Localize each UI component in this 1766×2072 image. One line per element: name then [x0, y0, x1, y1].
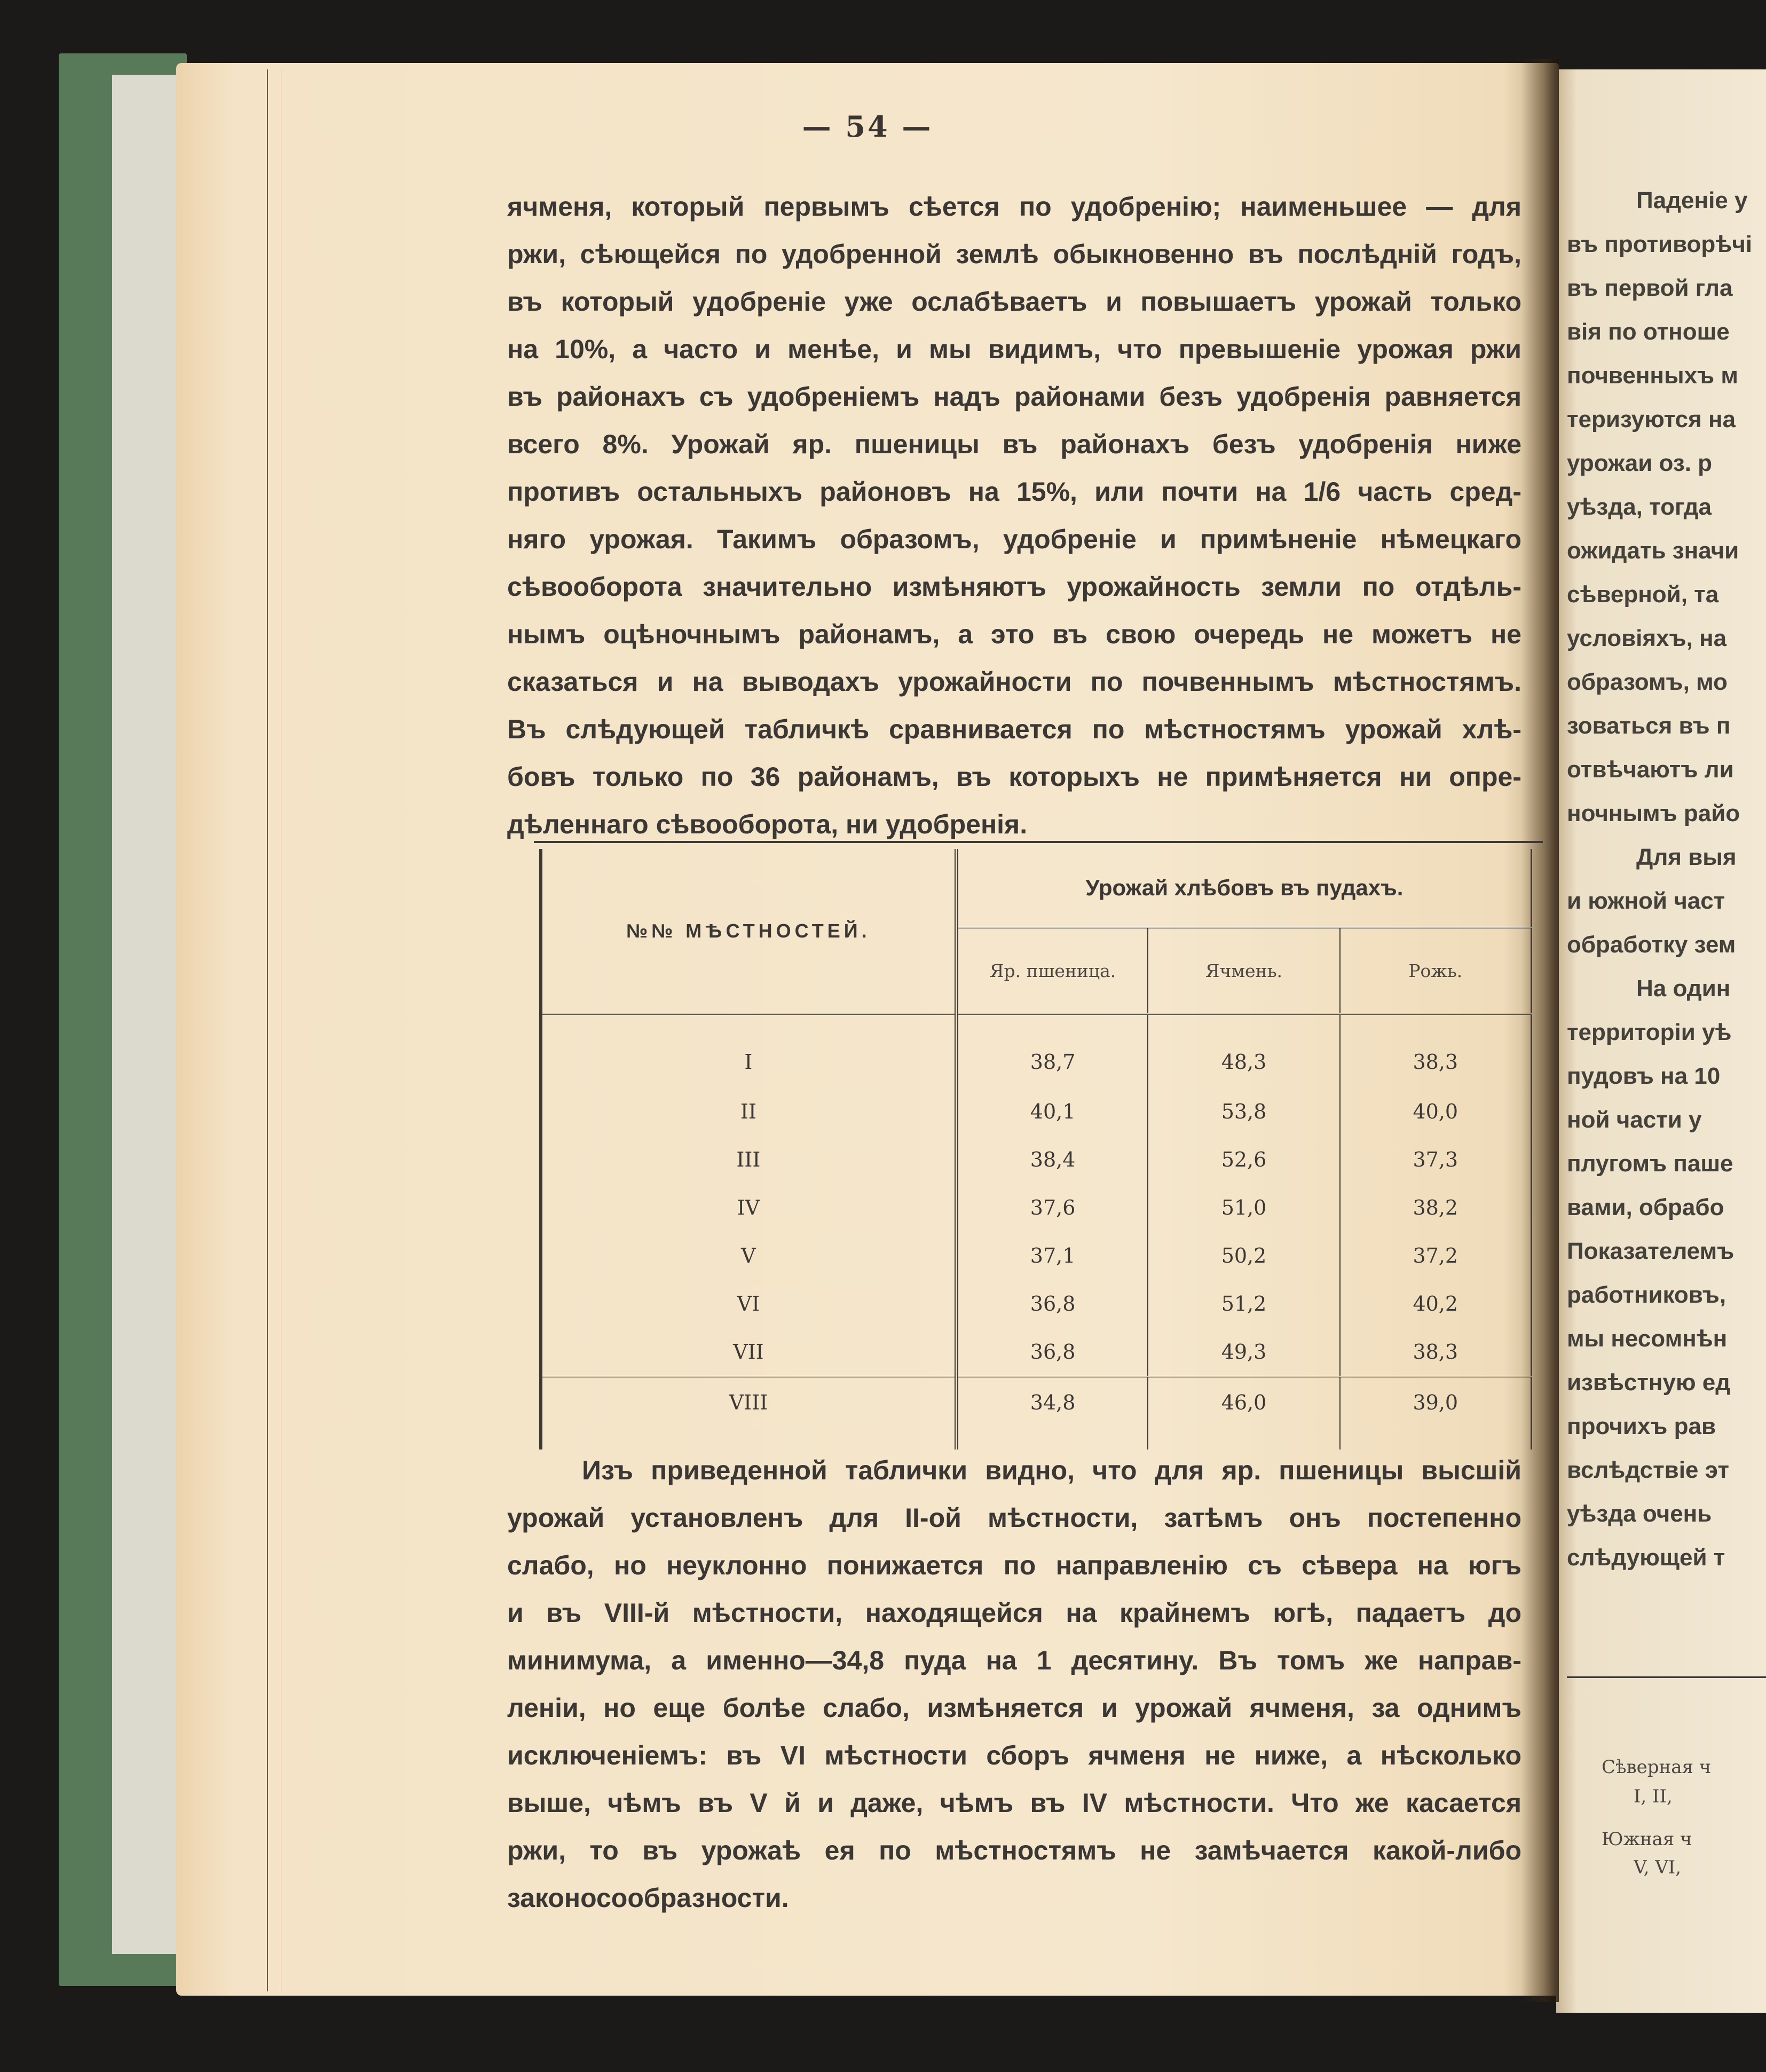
text-line: нымъ оцѣночнымъ районамъ, а это въ свою очередь не можетъ не: [507, 619, 1521, 649]
table-row: [541, 1280, 1532, 1328]
right-text-line: образомъ, мо: [1567, 669, 1728, 695]
right-text-line: слѣдующей т: [1567, 1545, 1725, 1571]
right-text-line: въ противорѣчі: [1567, 231, 1752, 257]
rye-cell: 37,2: [1340, 1232, 1532, 1280]
right-text-line: сѣверной, та: [1567, 581, 1719, 608]
right-text-line: пудовъ на 10: [1567, 1063, 1721, 1089]
text-line: выше, чѣмъ въ V й и даже, чѣмъ въ IV мѣстности. Что же касается: [507, 1788, 1521, 1818]
right-text-line: Для выя: [1636, 844, 1737, 870]
right-text-line: вами, обрабо: [1567, 1194, 1724, 1220]
table-row: [541, 1136, 1532, 1184]
paragraph-bottom: [507, 1447, 1521, 1922]
table-row: [541, 1184, 1532, 1232]
paragraph-top: [507, 183, 1521, 848]
barley-cell: 51,2: [1148, 1280, 1339, 1328]
page-number: — 54 —: [802, 109, 933, 144]
right-page-text: [1567, 179, 1766, 1580]
right-text-line: почвенныхъ м: [1567, 363, 1738, 389]
right-text-line: вія по отноше: [1567, 319, 1730, 345]
wheat-cell: 38,4: [956, 1136, 1148, 1184]
right-text-line: и южной част: [1567, 888, 1725, 914]
col-header-locality: №№ МѢСТНОСТЕЙ.: [541, 849, 956, 1014]
right-text-line: отвѣчаютъ ли: [1567, 757, 1734, 783]
right-text-line: уѣзда очень: [1567, 1501, 1712, 1527]
text-line: Изъ приведенной таблички видно, что для яр. пшеницы высшій: [582, 1455, 1521, 1485]
right-text-line: Показателемъ: [1567, 1238, 1735, 1264]
header-area: [176, 0, 1559, 214]
wheat-cell: 37,1: [956, 1232, 1148, 1280]
right-text-line: работниковъ,: [1567, 1282, 1726, 1308]
right-text-line: обработку зем: [1567, 932, 1736, 958]
wheat-cell: 36,8: [956, 1280, 1148, 1328]
locality-cell: IV: [541, 1184, 956, 1232]
barley-cell: 46,0: [1148, 1376, 1339, 1449]
barley-cell: 53,8: [1148, 1088, 1339, 1136]
right-text-line: урожаи оз. р: [1567, 450, 1713, 476]
right-table-row1-label: Сѣверная ч: [1602, 1756, 1712, 1778]
wheat-cell: 34,8: [956, 1376, 1148, 1449]
text-line: сѣвооборота значительно измѣняютъ урожайность земли по отдѣль-: [507, 572, 1521, 602]
text-line: дѣленнаго сѣвооборота, ни удобренія.: [507, 809, 1028, 839]
right-text-line: зоваться въ п: [1567, 713, 1731, 739]
rye-cell: 38,3: [1340, 1328, 1532, 1377]
table-row: [541, 1014, 1532, 1087]
col-header-barley: Ячмень.: [1148, 928, 1339, 1014]
right-text-line: территоріи уѣ: [1567, 1019, 1732, 1045]
table-row: [541, 1328, 1532, 1377]
barley-cell: 49,3: [1148, 1328, 1339, 1377]
text-line: няго урожая. Такимъ образомъ, удобреніе и примѣненіе нѣмецкаго: [507, 524, 1521, 554]
right-table-row2-loc: V, VI,: [1634, 1857, 1682, 1878]
rye-cell: 37,3: [1340, 1136, 1532, 1184]
wheat-cell: 38,7: [956, 1014, 1148, 1087]
locality-cell: I: [541, 1014, 956, 1087]
text-line: сказаться и на выводахъ урожайности по почвеннымъ мѣстностямъ.: [507, 667, 1521, 697]
right-page-rule: [1567, 1676, 1766, 1678]
col-header-group: Урожай хлѣбовъ въ пудахъ.: [956, 849, 1531, 928]
right-text-line: уѣзда, тогда: [1567, 494, 1712, 520]
text-line: въ районахъ съ удобреніемъ надъ районами безъ удобренія равняется: [507, 382, 1521, 412]
barley-cell: 52,6: [1148, 1136, 1339, 1184]
table-row: [541, 1088, 1532, 1136]
wheat-cell: 40,1: [956, 1088, 1148, 1136]
text-line: Въ слѣдующей табличкѣ сравнивается по мѣстностямъ урожай хлѣ-: [507, 714, 1521, 744]
right-table-row1-loc: I, II,: [1634, 1786, 1673, 1807]
locality-cell: VI: [541, 1280, 956, 1328]
text-line: въ который удобреніе уже ослабѣваетъ и повышаетъ урожай только: [507, 287, 1521, 317]
wheat-cell: 36,8: [956, 1328, 1148, 1377]
text-line: всего 8%. Урожай яр. пшеницы въ районахъ безъ удобренія ниже: [507, 429, 1521, 459]
barley-cell: 48,3: [1148, 1014, 1339, 1087]
text-line: урожай установленъ для II-ой мѣстности, затѣмъ онъ постепенно: [507, 1503, 1521, 1533]
table-body: [541, 1014, 1532, 1449]
rye-cell: 40,2: [1340, 1280, 1532, 1328]
right-text-line: условіяхъ, на: [1567, 625, 1727, 651]
yield-table: [539, 849, 1532, 1449]
text-line: ржи, то въ урожаѣ ея по мѣстностямъ не замѣчается какой-либо: [507, 1835, 1521, 1865]
barley-cell: 51,0: [1148, 1184, 1339, 1232]
page-edges: [267, 69, 281, 1991]
rye-cell: 39,0: [1340, 1376, 1532, 1449]
locality-cell: V: [541, 1232, 956, 1280]
table-row: [541, 1376, 1532, 1449]
text-line: противъ остальныхъ районовъ на 15%, или почти на 1/6 часть сред-: [507, 477, 1521, 507]
text-line: на 10%, а часто и менѣе, и мы видимъ, что превышеніе урожая ржи: [507, 334, 1521, 364]
rye-cell: 38,3: [1340, 1014, 1532, 1087]
locality-cell: II: [541, 1088, 956, 1136]
text-line: и въ VIII-й мѣстности, находящейся на крайнемъ югѣ, падаетъ до: [507, 1598, 1521, 1628]
rye-cell: 40,0: [1340, 1088, 1532, 1136]
rye-cell: 38,2: [1340, 1184, 1532, 1232]
right-text-line: ночнымъ райо: [1567, 800, 1740, 826]
right-text-line: вслѣдствіе эт: [1567, 1457, 1729, 1483]
text-line: исключеніемъ: въ VI мѣстности сборъ ячменя не ниже, а нѣсколько: [507, 1740, 1521, 1770]
table-row: [541, 1232, 1532, 1280]
text-line: минимума, а именно—34,8 пуда на 1 десятину. Въ томъ же направ-: [507, 1645, 1521, 1675]
right-text-line: прочихъ рав: [1567, 1413, 1716, 1439]
locality-cell: III: [541, 1136, 956, 1184]
right-text-line: На один: [1636, 975, 1731, 1002]
right-text-line: плугомъ паше: [1567, 1151, 1733, 1177]
right-text-line: въ первой гла: [1567, 275, 1733, 301]
right-text-line: теризуются на: [1567, 406, 1736, 432]
right-text-line: ной части у: [1567, 1107, 1702, 1133]
col-header-rye: Рожь.: [1340, 928, 1532, 1014]
locality-cell: VII: [541, 1328, 956, 1377]
text-line: бовъ только по 36 районамъ, въ которыхъ не примѣняется ни опре-: [507, 762, 1521, 792]
text-line: леніи, но еще болѣе слабо, измѣняется и урожай ячменя, за однимъ: [507, 1693, 1521, 1723]
right-text-line: извѣстную ед: [1567, 1369, 1731, 1396]
table-top-rule: [534, 841, 1543, 843]
right-text-line: Паденіе у: [1636, 187, 1748, 214]
locality-cell: VIII: [541, 1376, 956, 1449]
col-header-wheat: Яр. пшеница.: [956, 928, 1148, 1014]
text-line: законосообразности.: [507, 1883, 789, 1913]
text-line: слабо, но неуклонно понижается по направленію съ сѣвера на югъ: [507, 1550, 1521, 1580]
right-table-row2-label: Южная ч: [1602, 1829, 1692, 1850]
text-line: ржи, сѣющейся по удобренной землѣ обыкновенно въ послѣдній годъ,: [507, 239, 1521, 269]
right-text-line: мы несомнѣн: [1567, 1326, 1728, 1352]
barley-cell: 50,2: [1148, 1232, 1339, 1280]
right-text-line: ожидать значи: [1567, 538, 1739, 564]
text-line: ячменя, который первымъ сѣется по удобренію; наименьшее — для: [507, 192, 1521, 222]
wheat-cell: 37,6: [956, 1184, 1148, 1232]
